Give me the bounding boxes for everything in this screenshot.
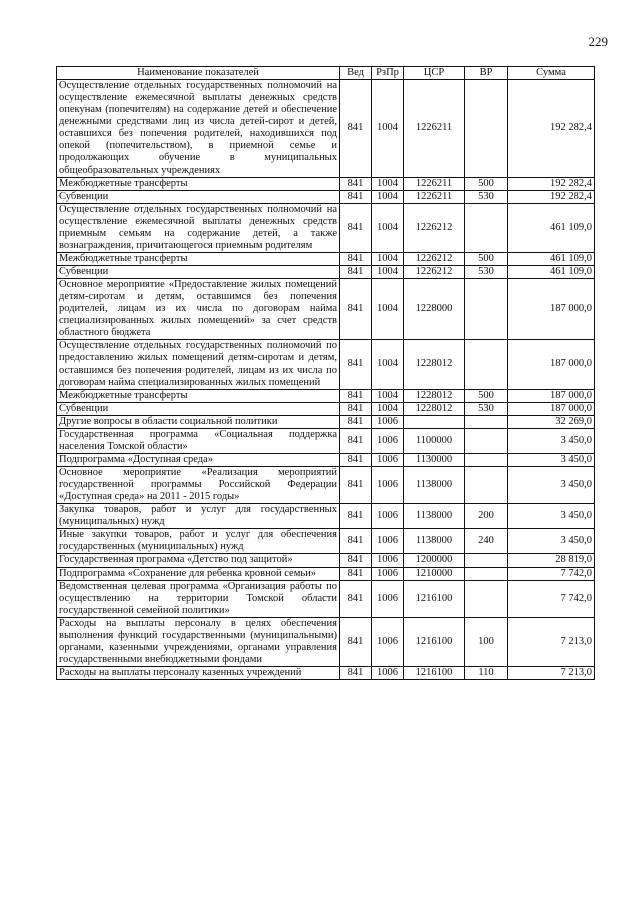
budget-table bbox=[56, 66, 595, 680]
row-rzpr: 1004 bbox=[372, 279, 404, 340]
table-row bbox=[57, 467, 595, 504]
row-sum: 7 213,0 bbox=[508, 617, 595, 666]
row-ved: 841 bbox=[340, 617, 372, 666]
row-sum: 461 109,0 bbox=[508, 252, 595, 265]
table-row bbox=[57, 266, 595, 279]
row-name: Субвенции bbox=[57, 402, 340, 415]
row-csr: 1216100 bbox=[404, 667, 465, 680]
row-sum: 461 109,0 bbox=[508, 203, 595, 252]
row-sum: 187 000,0 bbox=[508, 389, 595, 402]
row-csr: 1228000 bbox=[404, 279, 465, 340]
row-rzpr: 1006 bbox=[372, 617, 404, 666]
table-row bbox=[57, 415, 595, 428]
table-row bbox=[57, 580, 595, 617]
row-ved: 841 bbox=[340, 415, 372, 428]
row-csr: 1226212 bbox=[404, 252, 465, 265]
table-row bbox=[57, 252, 595, 265]
row-vr: 500 bbox=[465, 252, 508, 265]
row-name: Ведомственная целевая программа «Организация работы по осуществлению на территории Томской области государственной семейной политики» bbox=[57, 580, 340, 617]
table-row bbox=[57, 554, 595, 567]
row-name: Подпрограмма «Сохранение для ребенка кровной семьи» bbox=[57, 567, 340, 580]
table-row bbox=[57, 617, 595, 666]
row-ved: 841 bbox=[340, 580, 372, 617]
row-ved: 841 bbox=[340, 190, 372, 203]
row-name: Расходы на выплаты персоналу в целях обеспечения выполнения функций государственными (муниципальными) органами, казенными учреждениями, органами управления государственными внебюджетными фондами bbox=[57, 617, 340, 666]
row-name: Межбюджетные трансферты bbox=[57, 389, 340, 402]
table-row bbox=[57, 190, 595, 203]
row-sum: 187 000,0 bbox=[508, 402, 595, 415]
row-vr bbox=[465, 415, 508, 428]
row-rzpr: 1006 bbox=[372, 667, 404, 680]
table-row bbox=[57, 504, 595, 529]
row-sum: 187 000,0 bbox=[508, 279, 595, 340]
table-row bbox=[57, 203, 595, 252]
row-csr: 1100000 bbox=[404, 428, 465, 453]
row-vr: 530 bbox=[465, 402, 508, 415]
row-ved: 841 bbox=[340, 80, 372, 178]
row-csr bbox=[404, 415, 465, 428]
row-ved: 841 bbox=[340, 402, 372, 415]
table-header-row bbox=[57, 67, 595, 80]
header-csr: ЦСР bbox=[404, 67, 465, 80]
row-sum: 3 450,0 bbox=[508, 453, 595, 466]
row-vr bbox=[465, 554, 508, 567]
row-vr bbox=[465, 453, 508, 466]
header-sum: Сумма bbox=[508, 67, 595, 80]
row-name: Государственная программа «Детство под защитой» bbox=[57, 554, 340, 567]
row-vr bbox=[465, 203, 508, 252]
row-vr: 110 bbox=[465, 667, 508, 680]
row-sum: 192 282,4 bbox=[508, 190, 595, 203]
row-rzpr: 1006 bbox=[372, 453, 404, 466]
row-sum: 3 450,0 bbox=[508, 504, 595, 529]
row-name: Осуществление отдельных государственных полномочий на осуществление ежемесячной выплаты денежных средств опекунам (попечителям) на содержание детей и обеспечение денежными средствами лиц из числа детей-сирот и детей, оставшихся без попечения родителей, находившихся под опекой (попечительством), в приемной семье и продолжающих обучение в муниципальных общеобразовательных учреждениях bbox=[57, 80, 340, 178]
row-vr bbox=[465, 279, 508, 340]
row-rzpr: 1006 bbox=[372, 529, 404, 554]
row-csr: 1210000 bbox=[404, 567, 465, 580]
header-ved: Вед bbox=[340, 67, 372, 80]
row-sum: 187 000,0 bbox=[508, 340, 595, 389]
header-name: Наименование показателей bbox=[57, 67, 340, 80]
row-ved: 841 bbox=[340, 279, 372, 340]
row-ved: 841 bbox=[340, 453, 372, 466]
row-csr: 1226211 bbox=[404, 80, 465, 178]
header-rzpr: РзПр bbox=[372, 67, 404, 80]
row-ved: 841 bbox=[340, 203, 372, 252]
row-sum: 192 282,4 bbox=[508, 80, 595, 178]
row-name: Подпрограмма «Доступная среда» bbox=[57, 453, 340, 466]
row-sum: 3 450,0 bbox=[508, 467, 595, 504]
row-csr: 1228012 bbox=[404, 402, 465, 415]
row-sum: 3 450,0 bbox=[508, 529, 595, 554]
row-csr: 1228012 bbox=[404, 340, 465, 389]
row-csr: 1138000 bbox=[404, 467, 465, 504]
row-name: Субвенции bbox=[57, 190, 340, 203]
row-ved: 841 bbox=[340, 667, 372, 680]
row-rzpr: 1006 bbox=[372, 580, 404, 617]
row-ved: 841 bbox=[340, 266, 372, 279]
row-ved: 841 bbox=[340, 504, 372, 529]
row-vr bbox=[465, 80, 508, 178]
table-row bbox=[57, 279, 595, 340]
page-number: 229 bbox=[588, 34, 608, 49]
row-name: Иные закупки товаров, работ и услуг для обеспечения государственных (муниципальных) нужд bbox=[57, 529, 340, 554]
row-name: Субвенции bbox=[57, 266, 340, 279]
row-vr: 530 bbox=[465, 190, 508, 203]
row-rzpr: 1006 bbox=[372, 567, 404, 580]
row-vr: 200 bbox=[465, 504, 508, 529]
row-rzpr: 1006 bbox=[372, 428, 404, 453]
row-name: Государственная программа «Социальная поддержка населения Томской области» bbox=[57, 428, 340, 453]
row-csr: 1226212 bbox=[404, 266, 465, 279]
row-vr bbox=[465, 428, 508, 453]
row-rzpr: 1004 bbox=[372, 266, 404, 279]
row-name: Основное мероприятие «Предоставление жилых помещений детям-сиротам и детям, оставшимся без попечения родителей, лицам из их числа по договорам найма специализированных жилых помещений» за счет средств областного бюджета bbox=[57, 279, 340, 340]
row-ved: 841 bbox=[340, 554, 372, 567]
row-rzpr: 1004 bbox=[372, 177, 404, 190]
row-ved: 841 bbox=[340, 529, 372, 554]
row-name: Расходы на выплаты персоналу казенных учреждений bbox=[57, 667, 340, 680]
row-vr: 100 bbox=[465, 617, 508, 666]
table-row bbox=[57, 453, 595, 466]
row-vr: 240 bbox=[465, 529, 508, 554]
row-ved: 841 bbox=[340, 567, 372, 580]
table-row bbox=[57, 667, 595, 680]
row-name: Межбюджетные трансферты bbox=[57, 252, 340, 265]
table-row bbox=[57, 177, 595, 190]
row-rzpr: 1006 bbox=[372, 415, 404, 428]
row-rzpr: 1006 bbox=[372, 504, 404, 529]
row-name: Основное мероприятие «Реализация мероприятий государственной программы Российской Федерации «Доступная среда» на 2011 - 2015 годы» bbox=[57, 467, 340, 504]
row-rzpr: 1004 bbox=[372, 203, 404, 252]
row-sum: 7 742,0 bbox=[508, 580, 595, 617]
table-row bbox=[57, 389, 595, 402]
row-vr: 500 bbox=[465, 177, 508, 190]
row-sum: 192 282,4 bbox=[508, 177, 595, 190]
table-body bbox=[57, 80, 595, 680]
row-rzpr: 1004 bbox=[372, 389, 404, 402]
row-vr bbox=[465, 580, 508, 617]
row-ved: 841 bbox=[340, 252, 372, 265]
table-row bbox=[57, 80, 595, 178]
row-csr: 1226212 bbox=[404, 203, 465, 252]
row-vr bbox=[465, 340, 508, 389]
row-sum: 3 450,0 bbox=[508, 428, 595, 453]
row-name: Межбюджетные трансферты bbox=[57, 177, 340, 190]
row-csr: 1216100 bbox=[404, 617, 465, 666]
row-vr bbox=[465, 567, 508, 580]
row-ved: 841 bbox=[340, 428, 372, 453]
row-rzpr: 1004 bbox=[372, 340, 404, 389]
header-vr: ВР bbox=[465, 67, 508, 80]
table-row bbox=[57, 402, 595, 415]
row-csr: 1138000 bbox=[404, 529, 465, 554]
table-row bbox=[57, 567, 595, 580]
row-ved: 841 bbox=[340, 467, 372, 504]
row-ved: 841 bbox=[340, 340, 372, 389]
row-sum: 7 213,0 bbox=[508, 667, 595, 680]
row-csr: 1200000 bbox=[404, 554, 465, 567]
row-csr: 1130000 bbox=[404, 453, 465, 466]
row-csr: 1216100 bbox=[404, 580, 465, 617]
row-vr: 530 bbox=[465, 266, 508, 279]
row-rzpr: 1004 bbox=[372, 190, 404, 203]
row-rzpr: 1006 bbox=[372, 467, 404, 504]
table-row bbox=[57, 340, 595, 389]
row-rzpr: 1004 bbox=[372, 80, 404, 178]
row-csr: 1228012 bbox=[404, 389, 465, 402]
row-csr: 1226211 bbox=[404, 177, 465, 190]
row-sum: 32 269,0 bbox=[508, 415, 595, 428]
row-name: Другие вопросы в области социальной политики bbox=[57, 415, 340, 428]
row-name: Осуществление отдельных государственных полномочий на осуществление ежемесячной выплаты денежных средств приемным семьям на содержание детей, а также вознаграждения, причитающегося приемным родителям bbox=[57, 203, 340, 252]
row-sum: 7 742,0 bbox=[508, 567, 595, 580]
row-ved: 841 bbox=[340, 389, 372, 402]
row-name: Осуществление отдельных государственных полномочий по предоставлению жилых помещений детям-сиротам и детям, оставшимся без попечения родителей, лицам из их числа по договорам найма специализированных жилых помещений bbox=[57, 340, 340, 389]
row-rzpr: 1006 bbox=[372, 554, 404, 567]
table-row bbox=[57, 428, 595, 453]
row-name: Закупка товаров, работ и услуг для государственных (муниципальных) нужд bbox=[57, 504, 340, 529]
row-rzpr: 1004 bbox=[372, 402, 404, 415]
row-sum: 28 819,0 bbox=[508, 554, 595, 567]
row-vr: 500 bbox=[465, 389, 508, 402]
row-csr: 1138000 bbox=[404, 504, 465, 529]
row-csr: 1226211 bbox=[404, 190, 465, 203]
row-sum: 461 109,0 bbox=[508, 266, 595, 279]
table-row bbox=[57, 529, 595, 554]
row-ved: 841 bbox=[340, 177, 372, 190]
row-rzpr: 1004 bbox=[372, 252, 404, 265]
row-vr bbox=[465, 467, 508, 504]
